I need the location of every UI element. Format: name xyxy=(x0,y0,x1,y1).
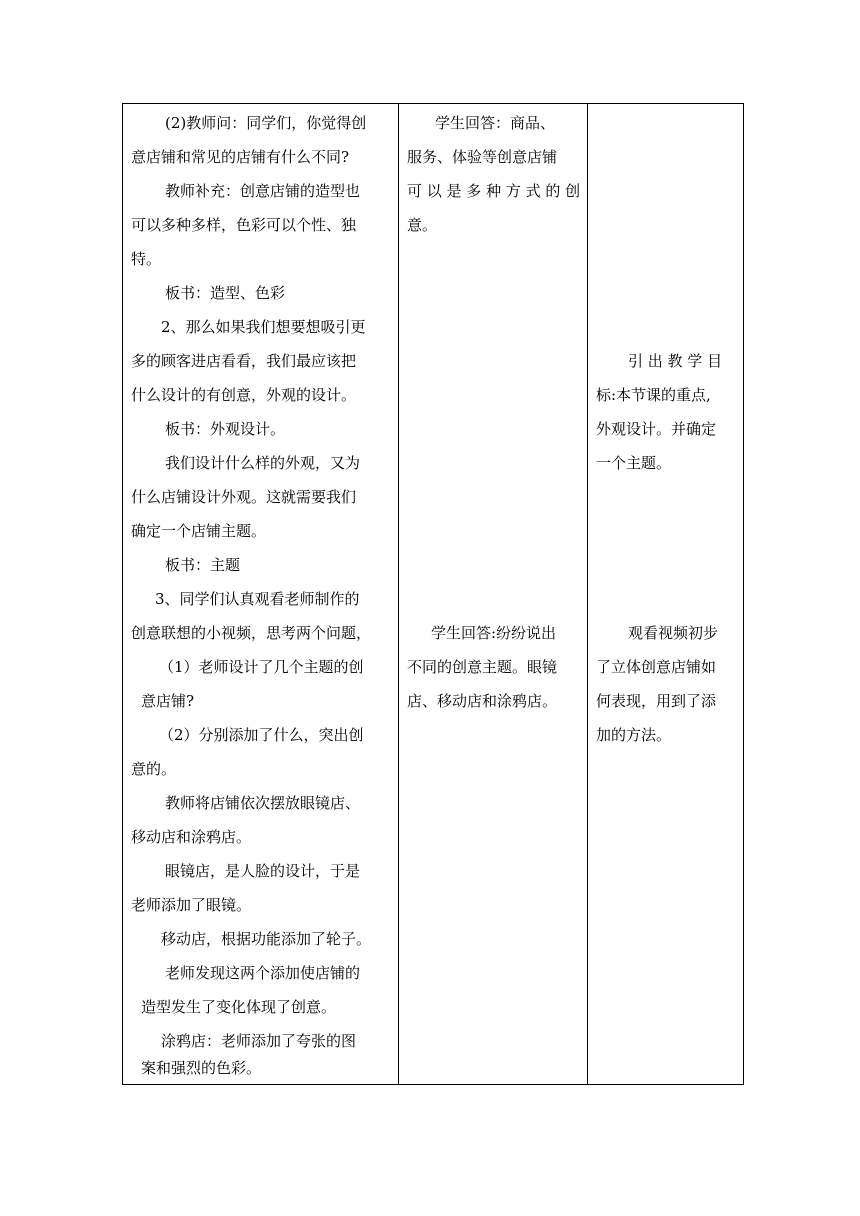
text-line: 可以多种多样，色彩可以个性、独 xyxy=(131,216,357,234)
text-line: 加的方法。 xyxy=(596,726,672,744)
text-line: （2）分别添加了什么，突出创 xyxy=(159,726,364,744)
board-note: 板书：外观设计。 xyxy=(165,420,286,438)
lesson-plan-table xyxy=(122,103,744,1085)
board-note: 板书：主题 xyxy=(165,556,241,574)
text-line: 学生回答：商品、 xyxy=(435,114,556,132)
text-line: 服务、体验等创意店铺 xyxy=(407,148,558,166)
text-line: （1）老师设计了几个主题的创 xyxy=(159,658,364,676)
text-line: 2、那么如果我们想要想吸引更 xyxy=(161,318,366,336)
board-note: 板书：造型、色彩 xyxy=(165,284,286,302)
text-line: 造型发生了变化体现了创意。 xyxy=(141,998,337,1016)
text-line: 3、同学们认真观看老师制作的 xyxy=(155,590,360,608)
text-line: 意的。 xyxy=(131,760,177,778)
text-line: 案和强烈的色彩。 xyxy=(141,1059,262,1077)
text-line: 特。 xyxy=(131,250,162,268)
text-line: 店、移动店和涂鸦店。 xyxy=(407,692,558,710)
text-line: (2)教师问：同学们，你觉得创 xyxy=(165,114,367,132)
text-line: 学生回答:纷纷说出 xyxy=(431,624,557,642)
text-line: 老师添加了眼镜。 xyxy=(131,896,252,914)
student-activity-cell xyxy=(399,104,588,1085)
text-line: 了立体创意店铺如 xyxy=(596,658,717,676)
text-line: 什么设计的有创意，外观的设计。 xyxy=(131,386,357,404)
text-line: 标:本节课的重点, xyxy=(596,386,711,404)
text-line: 多的顾客进店看看，我们最应该把 xyxy=(131,352,357,370)
text-line: 外观设计。并确定 xyxy=(596,420,717,438)
design-intent-cell xyxy=(588,104,744,1085)
table-row xyxy=(123,104,744,1085)
text-line: 教师补充：创意店铺的造型也 xyxy=(165,182,361,200)
text-line: 意。 xyxy=(407,216,438,234)
text-line: 涂鸦店：老师添加了夸张的图 xyxy=(161,1032,357,1050)
text-line: 引 出 教 学 目 xyxy=(628,352,723,370)
text-line: 眼镜店，是人脸的设计，于是 xyxy=(165,862,361,880)
text-line: 教师将店铺依次摆放眼镜店、 xyxy=(165,794,361,812)
text-line: 什么店铺设计外观。这就需要我们 xyxy=(131,488,357,506)
text-line: 不同的创意主题。眼镜 xyxy=(407,658,558,676)
text-line: 可 以 是 多 种 方 式 的 创 xyxy=(407,182,581,200)
text-line: 意店铺? xyxy=(141,692,195,710)
teacher-activity-cell xyxy=(123,104,399,1085)
text-line: 老师发现这两个添加使店铺的 xyxy=(165,964,361,982)
text-line: 确定一个店铺主题。 xyxy=(131,522,267,540)
text-line: 意店铺和常见的店铺有什么不同? xyxy=(131,148,350,166)
text-line: 何表现，用到了添 xyxy=(596,692,717,710)
text-line: 创意联想的小视频，思考两个问题， xyxy=(131,624,372,642)
text-line: 观看视频初步 xyxy=(628,624,719,642)
text-line: 我们设计什么样的外观，又为 xyxy=(165,454,361,472)
text-line: 移动店和涂鸦店。 xyxy=(131,828,252,846)
text-line: 移动店，根据功能添加了轮子。 xyxy=(161,930,372,948)
text-line: 一个主题。 xyxy=(596,454,672,472)
